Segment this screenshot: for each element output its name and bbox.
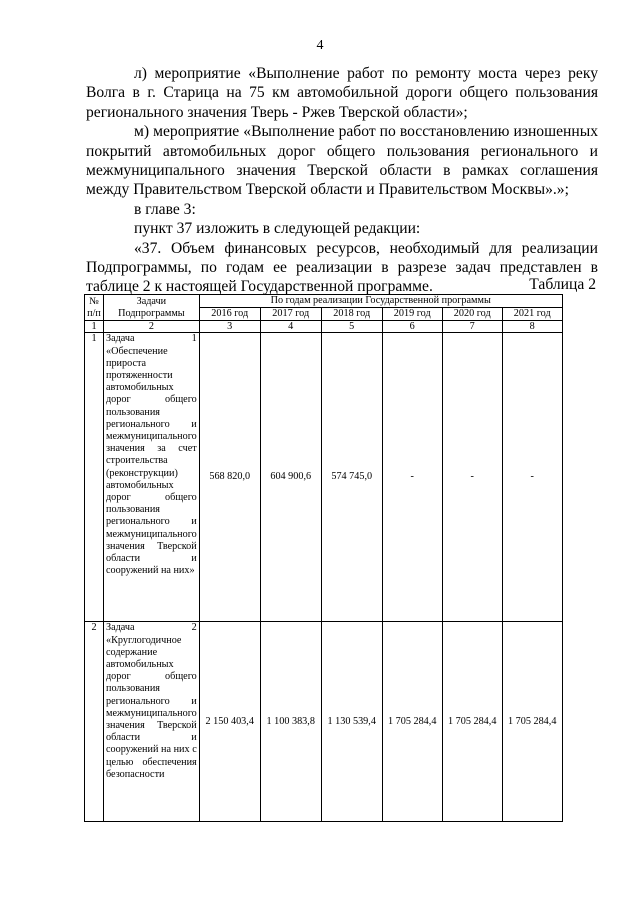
task-label: Задача [106,333,135,345]
column-number: 1 [85,321,104,333]
value-2016: 568 820,0 [199,333,260,622]
table-caption: Таблица 2 [529,276,596,293]
row-number: 2 [85,622,104,822]
task-text: «Обеспечение прироста протяженности автомобильных дорог общего пользования регионального и межмуниципального значения за счет строительства (реконструкции) автомобильных дорог общего пользования регионального и межмуниципального значения Тверской области и сооружений на них» [106,345,197,577]
column-number: 5 [321,321,382,333]
column-number: 6 [382,321,442,333]
value-2021: - [502,333,562,622]
finance-table [84,294,563,822]
table-row [85,622,563,822]
value-2019: 1 705 284,4 [382,622,442,822]
column-numbers-row [85,321,563,333]
value-2020: 1 705 284,4 [442,622,502,822]
page-number: 4 [316,38,324,53]
value-2018: 574 745,0 [321,333,382,622]
paragraph-chapter: в главе 3: [134,200,196,218]
row-number: 1 [85,333,104,622]
value-2017: 604 900,6 [260,333,321,622]
paragraph-l: л) мероприятие «Выполнение работ по ремонту моста через реку Волга в г. Старица на 75 км автомобильной дороги общего пользования регионального значения Тверь - Ржев Тверской области»; [86,65,598,121]
column-number: 3 [199,321,260,333]
header-year: 2020 год [442,308,502,321]
header-year: 2016 год [199,308,260,321]
task-description [104,622,200,822]
paragraph-m: м) мероприятие «Выполнение работ по восстановлению изношенных покрытий автомобильных дорог общего пользования регионального и межмуниципального значения Тверской области в рамках соглашения между Правительством Тверской области и Правительством Москвы».»; [86,123,598,199]
task-label: Задача [106,622,135,634]
value-2017: 1 100 383,8 [260,622,321,822]
header-year: 2017 год [260,308,321,321]
body-text [86,64,598,297]
header-year: 2021 год [502,308,562,321]
column-number: 4 [260,321,321,333]
table-row [85,333,563,622]
value-2019: - [382,333,442,622]
task-number: 2 [191,622,197,634]
value-2020: - [442,333,502,622]
header-number: № п/п [85,295,104,321]
paragraph-37: «37. Объем финансовых ресурсов, необходимый для реализации Подпрограммы, по годам ее реализации в разрезе задач представлен в таблице 2 к настоящей Государственной программе. [86,239,598,296]
header-tasks: Задачи Подпрограммы [104,295,200,321]
value-2021: 1 705 284,4 [502,622,562,822]
column-number: 7 [442,321,502,333]
value-2018: 1 130 539,4 [321,622,382,822]
header-row-1 [85,295,563,308]
task-description [104,333,200,622]
paragraph-point: пункт 37 изложить в следующей редакции: [134,220,421,238]
task-number: 1 [191,333,197,345]
header-years-group: По годам реализации Государственной программы [199,295,562,308]
column-number: 2 [104,321,200,333]
header-year: 2018 год [321,308,382,321]
value-2016: 2 150 403,4 [199,622,260,822]
column-number: 8 [502,321,562,333]
header-year: 2019 год [382,308,442,321]
task-text: «Круглогодичное содержание автомобильных дорог общего пользования регионального и межмуниципального значения Тверской области и сооружений на них с целью обеспечения безопасности [106,634,197,780]
